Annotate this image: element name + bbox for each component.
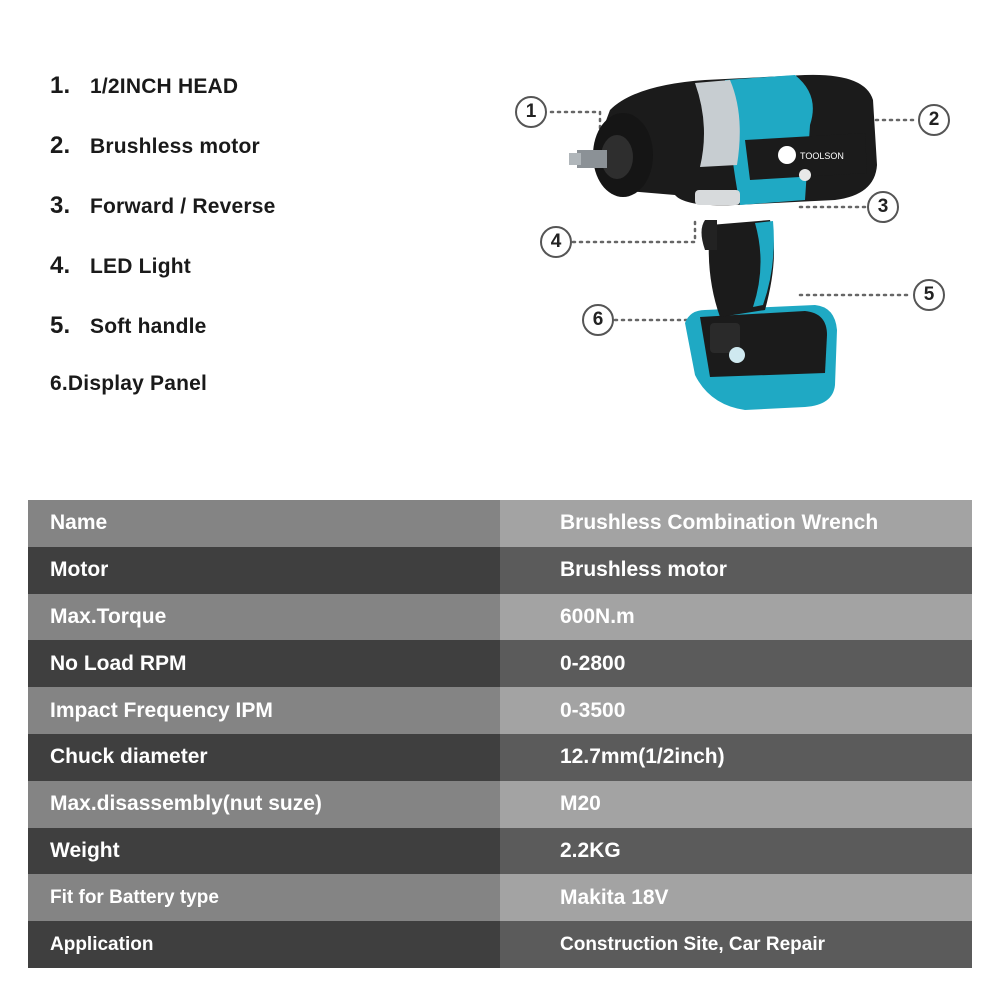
spec-key: Name bbox=[28, 500, 500, 547]
feature-label: Soft handle bbox=[90, 315, 207, 338]
spec-value: Brushless motor bbox=[500, 547, 972, 594]
spec-value: M20 bbox=[500, 781, 972, 828]
spec-table bbox=[28, 500, 972, 968]
feature-number: 5. bbox=[50, 312, 71, 339]
brand-logo-text: TOOLSON bbox=[800, 151, 844, 161]
spec-key: Motor bbox=[28, 547, 500, 594]
feature-item bbox=[50, 190, 275, 222]
spec-value: 12.7mm(1/2inch) bbox=[500, 734, 972, 781]
spec-key: Max.Torque bbox=[28, 594, 500, 641]
spec-row-name bbox=[28, 500, 972, 547]
spec-value: Construction Site, Car Repair bbox=[500, 921, 972, 968]
callout-5: 5 bbox=[913, 279, 945, 311]
feature-label: Brushless motor bbox=[90, 135, 260, 158]
spec-value: 2.2KG bbox=[500, 828, 972, 875]
feature-number: 4. bbox=[50, 252, 71, 279]
callout-3: 3 bbox=[867, 191, 899, 223]
spec-value: Makita 18V bbox=[500, 874, 972, 921]
spec-row-weight bbox=[28, 828, 972, 875]
spec-row-rpm bbox=[28, 640, 972, 687]
callout-2: 2 bbox=[918, 104, 950, 136]
spec-key: No Load RPM bbox=[28, 640, 500, 687]
spec-key: Max.disassembly(nut suze) bbox=[28, 781, 500, 828]
callout-1: 1 bbox=[515, 96, 547, 128]
feature-number: 3. bbox=[50, 192, 71, 219]
spec-row-battery bbox=[28, 874, 972, 921]
spec-value: 0-2800 bbox=[500, 640, 972, 687]
spec-row-disassembly bbox=[28, 781, 972, 828]
spec-key: Impact Frequency IPM bbox=[28, 687, 500, 734]
callout-6: 6 bbox=[582, 304, 614, 336]
feature-label: Display Panel bbox=[67, 372, 208, 395]
spec-row-motor bbox=[28, 547, 972, 594]
spec-value: Brushless Combination Wrench bbox=[500, 500, 972, 547]
feature-item bbox=[50, 130, 260, 162]
feature-number: 1. bbox=[50, 72, 71, 99]
spec-key: Weight bbox=[28, 828, 500, 875]
feature-label: 1/2INCH HEAD bbox=[90, 75, 239, 98]
feature-item bbox=[50, 250, 191, 282]
feature-number: 6. bbox=[50, 372, 68, 395]
spec-value: 600N.m bbox=[500, 594, 972, 641]
feature-number: 2. bbox=[50, 132, 71, 159]
callout-4: 4 bbox=[540, 226, 572, 258]
spec-row-chuck bbox=[28, 734, 972, 781]
spec-key: Fit for Battery type bbox=[28, 874, 500, 921]
feature-item bbox=[50, 70, 238, 102]
feature-item bbox=[50, 310, 207, 342]
feature-item bbox=[50, 368, 207, 400]
spec-key: Chuck diameter bbox=[28, 734, 500, 781]
spec-row-ipm bbox=[28, 687, 972, 734]
impact-wrench-illustration bbox=[505, 55, 975, 435]
spec-value: 0-3500 bbox=[500, 687, 972, 734]
feature-label: LED Light bbox=[90, 255, 191, 278]
spec-row-torque bbox=[28, 594, 972, 641]
spec-row-application bbox=[28, 921, 972, 968]
feature-label: Forward / Reverse bbox=[90, 195, 276, 218]
spec-key: Application bbox=[28, 921, 500, 968]
product-image bbox=[505, 55, 975, 435]
